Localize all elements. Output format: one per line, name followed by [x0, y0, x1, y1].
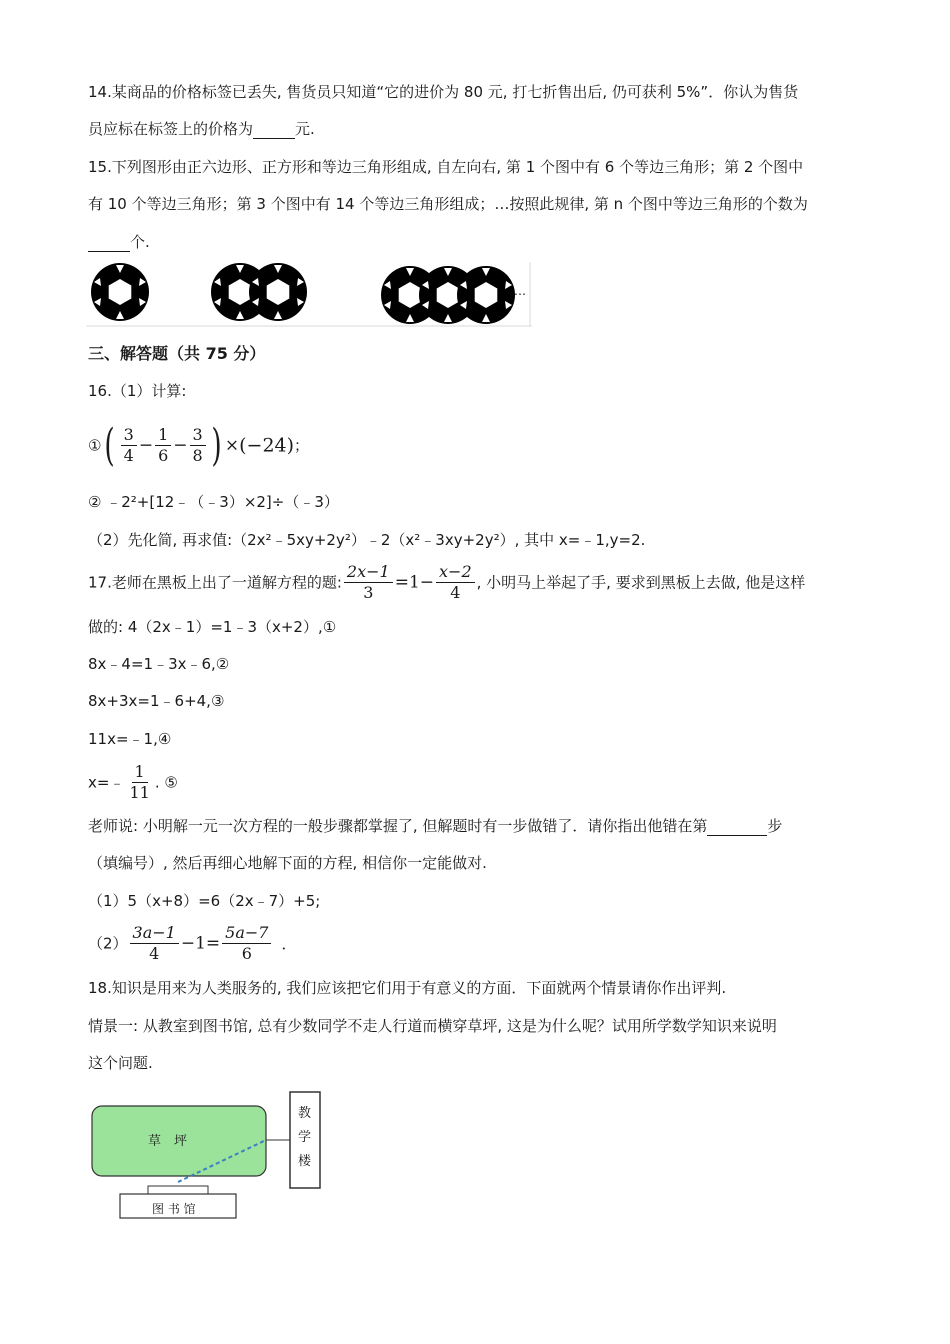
equation-fraction-left: $\frac{2x-1}{3}$ — [344, 563, 393, 602]
right-paren: ) — [211, 419, 222, 471]
building-label-2: 学 — [298, 1130, 312, 1145]
library-steps — [148, 1186, 208, 1194]
section-title: 三、解答题（共 75 分） — [88, 344, 266, 363]
q16-intro: 16.（1）计算: — [88, 382, 187, 400]
equation-fraction-right: $\frac{x-2}{4}$ — [436, 563, 475, 602]
q16-item1-mark: ① — [88, 436, 102, 455]
q15-line2: 有 10 个等边三角形；第 3 个图中有 14 个等边三角形组成；…按照此规律, 第 n 个图中等边三角形的个数为 — [88, 195, 808, 213]
pattern-ellipsis: … — [514, 284, 526, 298]
campus-map-figure — [86, 1090, 326, 1225]
q16-item1: ①( $\frac{3}{4}$ − $\frac{1}{6}$ − $\frac{3}{8}$ ) ×(−24)； — [88, 419, 310, 471]
fraction-5a-7-over-6: $\frac{5a-7}{6}$ — [222, 924, 271, 963]
fraction-1-6: $\frac{1}{6}$ — [155, 426, 171, 465]
q15-line3 — [88, 232, 150, 252]
q17-step3: 8x+3x=1﹣6+4,③ — [88, 692, 225, 710]
left-paren: ( — [104, 419, 116, 471]
campus-map-graphic — [86, 1090, 326, 1225]
q17-step1: 做的: 4（2x﹣1）=1﹣3（x+2）,① — [88, 618, 337, 636]
q14-answer-blank — [253, 122, 295, 139]
q17-step2: 8x﹣4=1﹣3x﹣6,② — [88, 655, 230, 673]
fraction-3-8: $\frac{3}{8}$ — [190, 426, 206, 465]
q14-line2-pre: 员应标在标签上的价格为 — [88, 120, 254, 138]
building-label-3: 楼 — [298, 1154, 312, 1169]
fraction-3-4: $\frac{3}{4}$ — [121, 426, 137, 465]
q14-line1: 14.某商品的价格标签已丢失, 售货员只知道“它的进价为 80 元, 打七折售出后, 仍可获利 5%”．你认为售货 — [88, 83, 799, 101]
q17-teacher-line2: （填编号）, 然后再细心地解下面的方程, 相信你一定能做对. — [88, 854, 487, 872]
building-label-1: 教 — [298, 1106, 312, 1121]
fraction-3a-1-over-4: $\frac{3a-1}{4}$ — [130, 924, 179, 963]
q14-line2 — [88, 119, 315, 139]
q15-line1: 15.下列图形由正六边形、正方形和等边三角形组成, 自左向右, 第 1 个图中有 6 个等边三角形；第 2 个图中 — [88, 158, 804, 176]
q14-line2-post: 元. — [295, 120, 315, 138]
q15-line3-post: 个. — [130, 233, 150, 251]
library-label: 图 书 馆 — [152, 1202, 196, 1216]
q17-step4: 11x=﹣1,④ — [88, 730, 172, 748]
pattern-1 — [91, 263, 149, 321]
q16-item2: ② ﹣2²+[12﹣（﹣3）×2]÷（﹣3） — [88, 493, 339, 511]
q17-teacher-line1: 老师说: 小明解一元一次方程的一般步骤都掌握了, 但解题时有一步做错了．请你指出他错在第 步 — [88, 817, 783, 835]
factor-minus-24: (−24) — [239, 434, 295, 457]
q16-item3: （2）先化简, 再求值:（2x²﹣5xy+2y²）﹣2（x²﹣3xy+2y²）, 其中 x=﹣1,y=2. — [88, 531, 646, 549]
q17-sub2: （2） $\frac{3a-1}{4}$ −1= $\frac{5a-7}{6}$ ． — [88, 923, 297, 963]
fraction-1-11: $\frac{1}{11}$ — [129, 762, 150, 802]
q15-pattern-figure — [86, 262, 532, 328]
q18-line2: 情景一: 从教室到图书馆, 总有少数同学不走人行道而横穿草坪, 这是为什么呢？试用所学数学知识来说明 — [88, 1017, 777, 1035]
q17-answer-blank — [707, 819, 767, 836]
hexagon-pattern-graphic — [86, 262, 532, 328]
q18-line3: 这个问题. — [88, 1054, 153, 1072]
q17-intro: 17.老师在黑板上出了一道解方程的题: $\frac{2x-1}{3}$ =1− $\frac{x-2}{4}$ , 小明马上举起了手, 要求到黑板上去做, 他是这样 — [88, 562, 806, 602]
q17-step5: x=﹣ $\frac{1}{11}$ . ⑤ — [88, 762, 178, 802]
q17-sub1: （1）5（x+8）=6（2x﹣7）+5; — [88, 892, 321, 910]
q15-answer-blank — [88, 235, 130, 252]
q18-line1: 18.知识是用来为人类服务的, 我们应该把它们用于有意义的方面．下面就两个情景请你作出评判. — [88, 979, 727, 997]
pattern-3 — [381, 266, 515, 324]
lawn-label: 草 坪 — [148, 1134, 188, 1149]
pattern-2 — [211, 263, 307, 321]
